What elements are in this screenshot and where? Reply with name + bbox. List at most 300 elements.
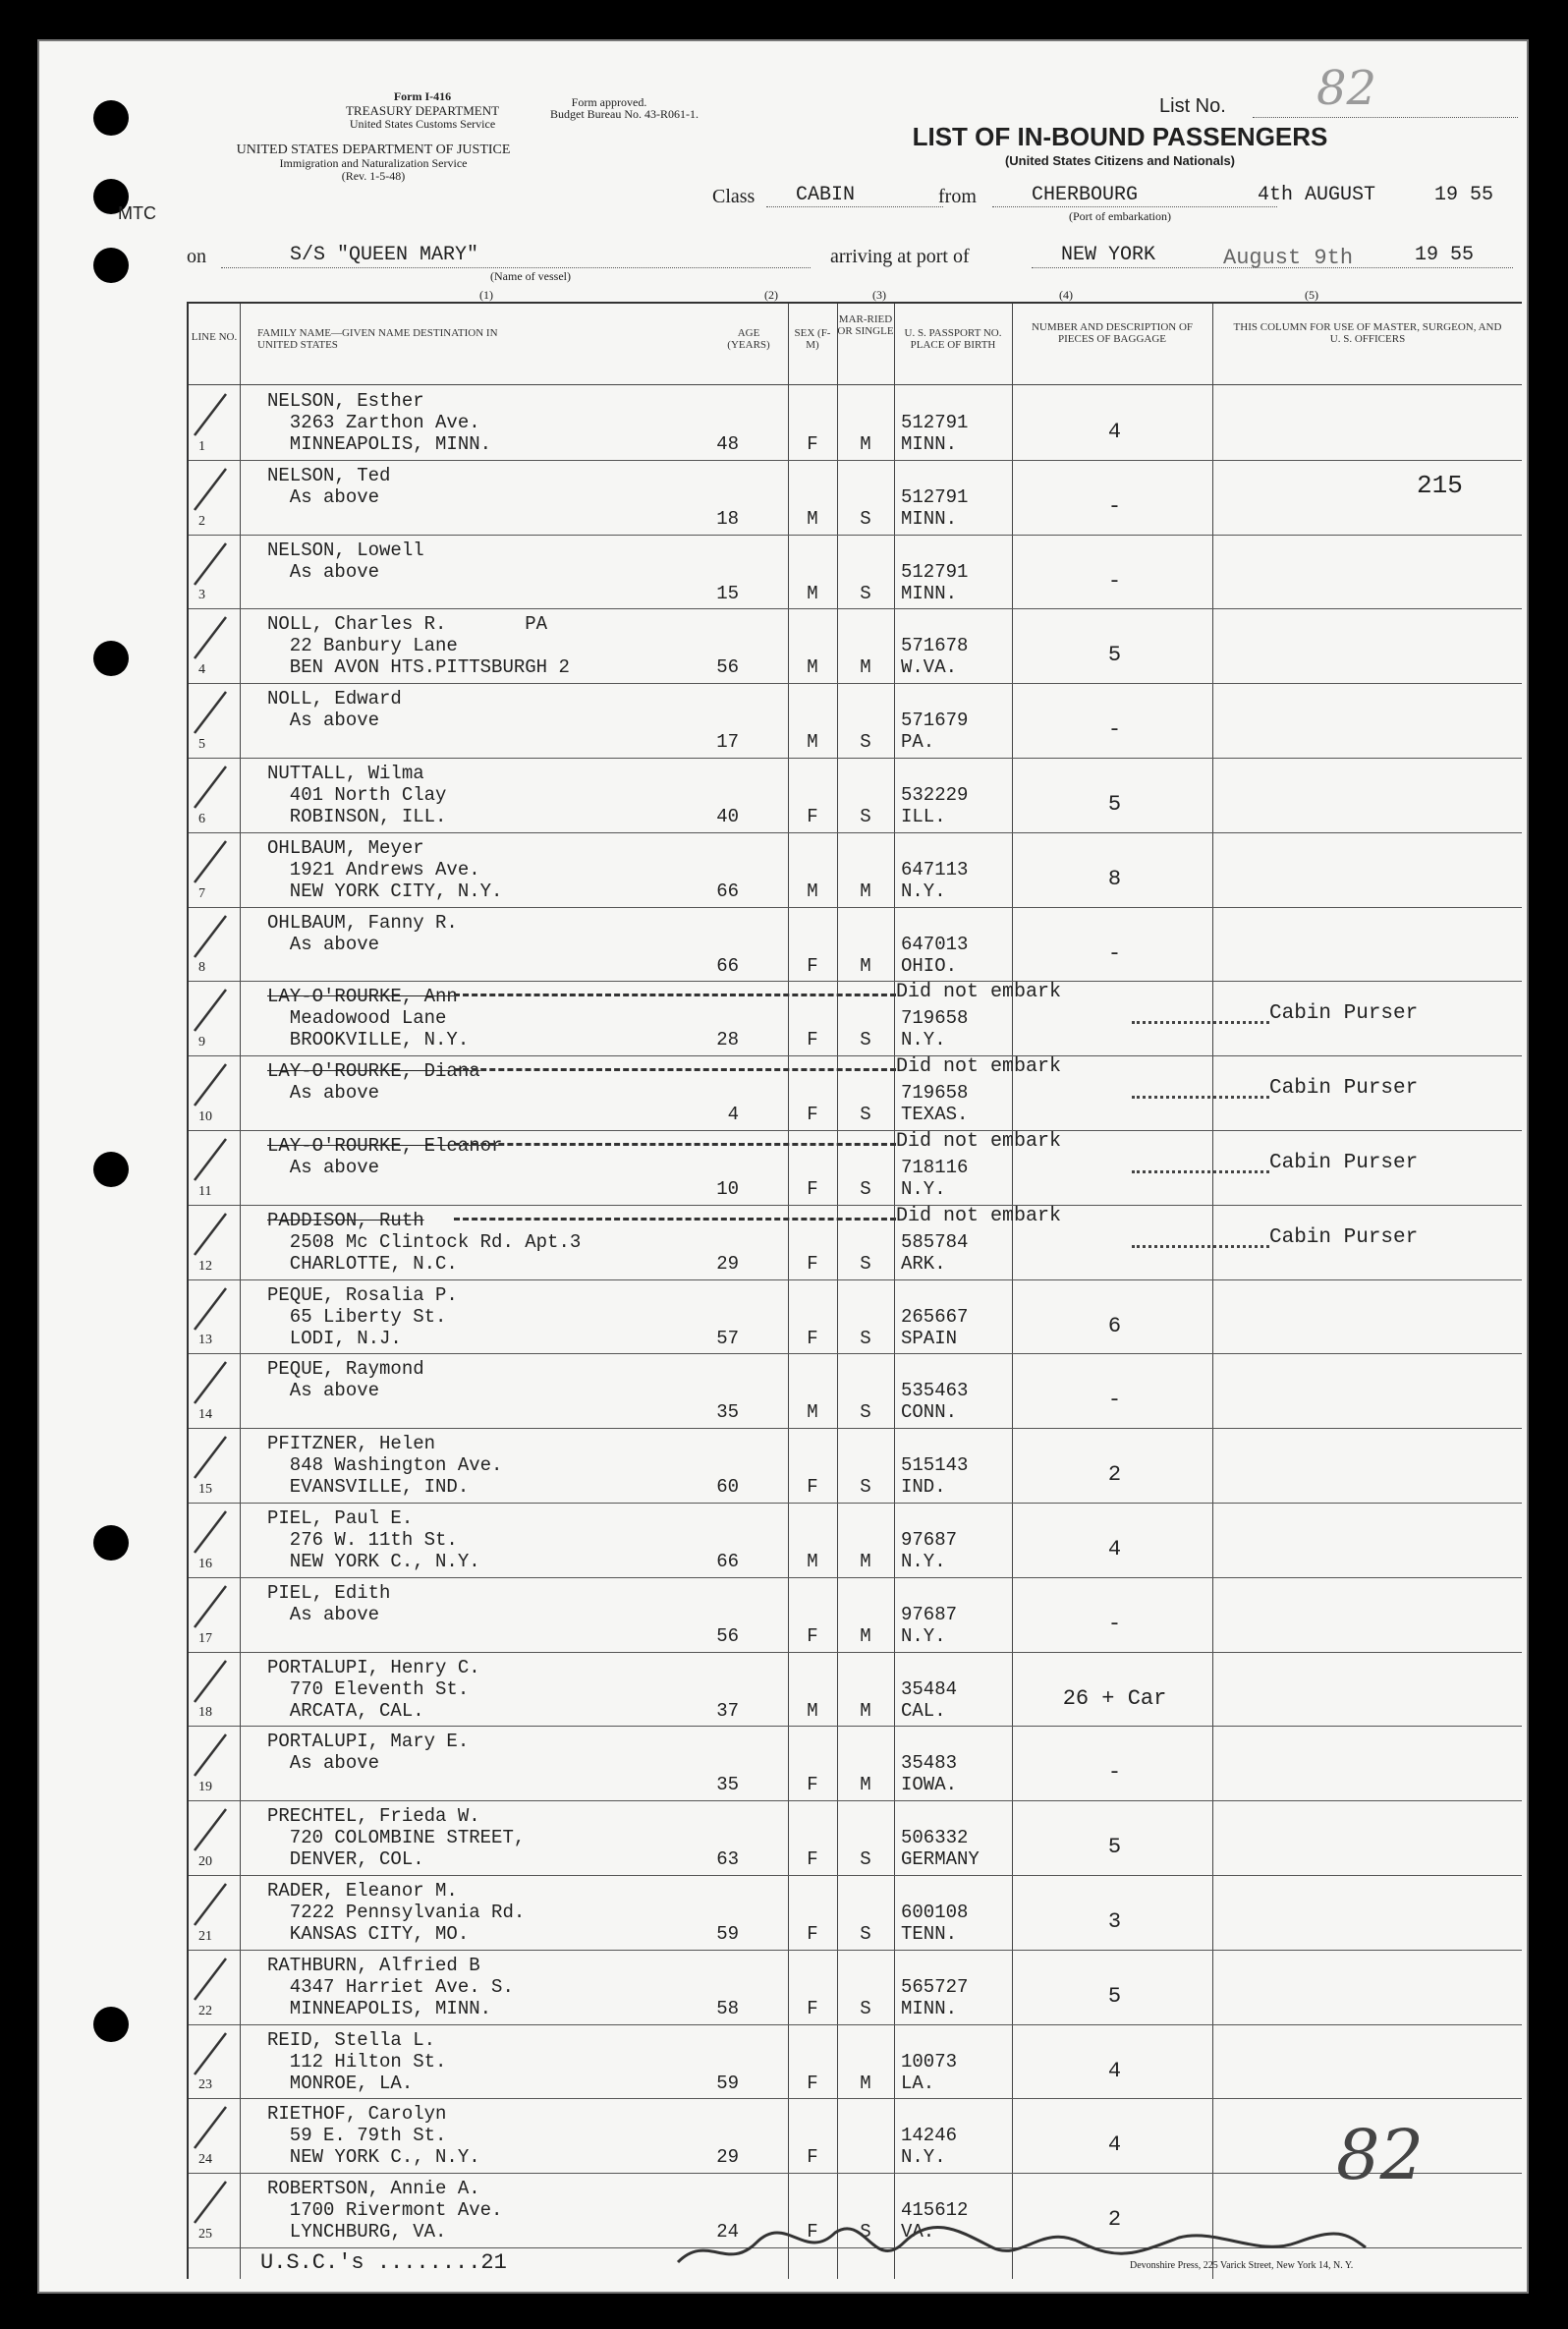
place-of-birth: MINN. [901,1997,958,2019]
place-of-birth: ILL. [901,806,946,827]
header-baggage: NUMBER AND DESCRIPTION OF PIECES OF BAGGAGE [1031,321,1194,345]
passport-number: 571678 [901,635,969,657]
class-line [766,206,943,207]
passenger-sex: M [807,582,818,604]
passenger-sex: F [807,433,818,455]
passenger-name: NELSON, Ted [267,464,391,486]
check-icon [187,833,236,892]
passenger-address: As above [267,933,380,955]
passport-number: 515143 [901,1454,969,1477]
strike-dash-line [454,1218,896,1221]
line-number: 24 [198,2152,212,2168]
form-approved: Form approved. [571,95,647,109]
passenger-name: PEQUE, Raymond [267,1358,424,1381]
line-number: 23 [198,2077,212,2093]
line-number: 25 [198,2226,212,2242]
passenger-sex: F [807,806,818,827]
passenger-name: RADER, Eleanor M. [267,1880,458,1902]
passenger-city: BROOKVILLE, N.Y. [267,1029,470,1051]
check-icon [187,386,236,445]
baggage-count: - [1107,1388,1122,1413]
passport-number: 512791 [901,560,969,583]
baggage-count: 5 [1107,1835,1122,1860]
place-of-birth: IOWA. [901,1774,958,1796]
passenger-age: 63 [716,1848,739,1871]
binder-hole [93,1152,129,1187]
purser-note: Cabin Purser [1269,1225,1419,1249]
passport-number: 97687 [901,1603,958,1625]
check-icon [187,461,236,520]
passenger-address: Meadowood Lane [267,1007,447,1030]
check-icon [187,1801,236,1860]
treasury-dept: TREASURY DEPARTMENT [345,103,500,118]
header-divider [189,384,1522,385]
passenger-city: MONROE, LA. [267,2072,414,2094]
passenger-sex: F [807,1178,818,1200]
place-of-birth: TENN. [901,1923,958,1945]
baggage-count: 2 [1107,2207,1122,2233]
baggage-count: - [1107,493,1122,519]
passenger-age: 10 [716,1178,739,1200]
table-row [189,536,1522,610]
table-row [189,908,1522,983]
passenger-city: LYNCHBURG, VA. [267,2221,447,2244]
arrival-port: NEW YORK [1061,244,1156,266]
check-icon [187,982,236,1041]
line-number: 11 [198,1183,212,1199]
passenger-city: BEN AVON HTS.PITTSBURGH 2 [267,656,570,679]
passenger-sex: F [807,2221,818,2244]
passenger-name: PRECHTEL, Frieda W. [267,1805,480,1828]
usc-count: U.S.C.'s ........21 [260,2250,507,2275]
table-row [189,1578,1522,1653]
passenger-marital: M [860,433,871,455]
passport-number: 512791 [901,485,969,508]
passenger-address: As above [267,1157,380,1178]
passenger-name: NUTTALL, Wilma [267,763,424,784]
baggage-count: - [1107,568,1122,594]
passenger-city: EVANSVILLE, IND. [267,1476,470,1499]
line-number: 18 [198,1705,212,1721]
table-row [189,684,1522,759]
passenger-sex: F [807,2146,818,2169]
arrival-date: August 9th [1223,246,1354,270]
class-label: Class [712,186,756,207]
passenger-age: 48 [716,433,739,455]
passenger-name: PIEL, Paul E. [267,1507,414,1529]
passenger-age: 56 [716,656,739,679]
passenger-age: 56 [716,1624,739,1647]
did-not-embark-note: Did not embark [896,1130,1062,1153]
place-of-birth: N.Y. [901,2146,946,2169]
table-row [189,1429,1522,1504]
check-icon [187,1876,236,1935]
passenger-address: 848 Washington Ave. [267,1454,503,1477]
check-icon [187,2174,236,2233]
passenger-marital: S [860,1178,871,1200]
passenger-address: As above [267,1752,380,1775]
passport-number: 415612 [901,2199,969,2222]
passenger-age: 29 [716,1252,739,1275]
passenger-sex: M [807,656,818,679]
passenger-name: NELSON, Lowell [267,539,424,561]
strike-dash-line [454,994,896,996]
header-name: FAMILY NAME—GIVEN NAME DESTINATION IN UNITED STATES [257,327,498,351]
table-row [189,2099,1522,2174]
passenger-sex: M [807,507,818,530]
from-line [992,206,1277,207]
passenger-marital: S [860,1997,871,2019]
passenger-city: KANSAS CITY, MO. [267,1923,470,1945]
passport-number: 585784 [901,1230,969,1253]
passenger-city: LODI, N.J. [267,1327,402,1349]
passenger-name: LAY-O'ROURKE, Eleanor [267,1135,503,1157]
departure-date: 4th AUGUST [1258,184,1376,206]
passenger-sex: M [807,731,818,754]
table-row [189,1504,1522,1578]
passport-number: 719658 [901,1082,969,1105]
passenger-address: 3263 Zarthon Ave. [267,412,480,433]
form-number: Form I-416 [393,89,452,103]
line-number: 3 [198,588,205,603]
passenger-marital: M [860,656,871,679]
baggage-count: 5 [1107,792,1122,817]
line-number: 14 [198,1407,212,1423]
passenger-name: LAY-O'ROURKE, Ann [267,986,458,1008]
table-row [189,1727,1522,1801]
strike-dash-line [454,1143,896,1146]
passport-number: 565727 [901,1975,969,1998]
check-icon [187,759,236,818]
line-number: 17 [198,1630,212,1646]
signature-dots [1132,1245,1269,1248]
line-number: 15 [198,1481,212,1497]
passenger-marital: S [860,731,871,754]
passenger-address: 276 W. 11th St. [267,1529,458,1551]
passenger-address: 22 Banbury Lane [267,635,458,657]
passenger-sex: M [807,1551,818,1572]
table-row [189,1056,1522,1131]
table-row [189,1951,1522,2025]
passport-number: 10073 [901,2050,958,2073]
passport-number: 647013 [901,933,969,955]
passenger-address: 59 E. 79th St. [267,2125,447,2147]
passenger-marital: S [860,806,871,827]
table-row [189,982,1522,1056]
passenger-marital: M [860,2072,871,2094]
check-icon [187,1727,236,1786]
passenger-name: PADDISON, Ruth [267,1209,424,1231]
passenger-sex: F [807,1848,818,1871]
col-label-1: (1) [479,288,493,302]
passenger-marital: M [860,1699,871,1722]
header-line-no: LINE NO. [191,331,238,343]
passenger-city: DENVER, COL. [267,1848,424,1871]
passenger-address: 2508 Mc Clintock Rd. Apt.3 [267,1230,582,1253]
passenger-age: 57 [716,1327,739,1349]
col-label-4: (4) [1059,288,1073,302]
binder-hole [93,641,129,676]
passenger-address: As above [267,560,380,583]
passenger-name: NELSON, Esther [267,390,424,412]
baggage-count: 4 [1107,2132,1122,2158]
table-row [189,2025,1522,2100]
baggage-count: - [1107,1611,1122,1636]
passenger-age: 66 [716,954,739,977]
header-officers: THIS COLUMN FOR USE OF MASTER, SURGEON, AND U. S. OFFICERS [1233,321,1502,345]
table-row [189,1801,1522,1876]
passenger-name: PORTALUPI, Mary E. [267,1731,470,1753]
did-not-embark-note: Did not embark [896,1055,1062,1079]
list-no-value: 82 [1316,61,1377,116]
col-label-2: (2) [764,288,778,302]
document-subtitle: (United States Citizens and Nationals) [1004,153,1236,168]
passenger-marital: S [860,1923,871,1945]
place-of-birth: TEXAS. [901,1104,969,1126]
table-row [189,386,1522,461]
header-sex: SEX (F-M) [794,327,831,351]
passport-number: 265667 [901,1305,969,1328]
place-of-birth: MINN. [901,507,958,530]
passenger-sex: F [807,1104,818,1126]
passenger-sex: F [807,1624,818,1647]
passenger-age: 40 [716,806,739,827]
port-embarkation-note: (Port of embarkation) [1069,209,1171,223]
place-of-birth: CAL. [901,1699,946,1722]
passport-number: 718116 [901,1157,969,1178]
from-label: from [938,186,977,207]
revision: (Rev. 1-5-48) [341,169,406,183]
baggage-count: 4 [1107,1537,1122,1562]
line-number: 12 [198,1258,212,1274]
line-number: 20 [198,1853,212,1869]
place-of-birth: N.Y. [901,1551,946,1572]
passenger-city: CHARLOTTE, N.C. [267,1252,458,1275]
passenger-age: 59 [716,1923,739,1945]
signature-dots [1132,1096,1269,1099]
printer-imprint: Devonshire Press, 225 Varick Street, New York 14, N. Y. [1130,2260,1354,2271]
binder-hole [93,100,129,136]
passport-number: 35483 [901,1752,958,1775]
line-number: 2 [198,513,205,529]
passport-number: 97687 [901,1529,958,1551]
passenger-marital: M [860,954,871,977]
passenger-age: 4 [727,1104,739,1126]
purser-note: Cabin Purser [1269,1002,1419,1026]
line-number: 6 [198,811,205,826]
baggage-count: 26 + Car [1062,1685,1167,1711]
mtc-mark: MTC [118,203,156,223]
passenger-address: As above [267,710,380,732]
passenger-sex: F [807,1252,818,1275]
table-row [189,833,1522,908]
passenger-marital: S [860,1252,871,1275]
place-of-birth: ARK. [901,1252,946,1275]
line-number: 13 [198,1333,212,1348]
line-number: 8 [198,960,205,976]
on-label: on [187,246,206,267]
passenger-name: NOLL, Edward [267,688,402,710]
passenger-table [187,302,1522,2279]
line-number: 9 [198,1035,205,1051]
passenger-name: ROBERTSON, Annie A. [267,2178,480,2200]
passenger-age: 28 [716,1029,739,1051]
place-of-birth: N.Y. [901,1029,946,1051]
passenger-age: 66 [716,880,739,902]
passenger-address: 1700 Rivermont Ave. [267,2199,503,2222]
passenger-marital: S [860,1848,871,1871]
baggage-count: - [1107,940,1122,966]
passenger-name: PEQUE, Rosalia P. [267,1283,458,1306]
check-icon [187,908,236,967]
table-row [189,1354,1522,1429]
passenger-address: 1921 Andrews Ave. [267,858,480,880]
binder-hole [93,248,129,283]
passenger-name: REID, Stella L. [267,2028,436,2051]
passenger-address: As above [267,485,380,508]
table-row [189,1206,1522,1280]
line-number: 7 [198,885,205,901]
strike-dash-line [454,1068,896,1071]
check-icon [187,536,236,595]
check-icon [187,684,236,743]
col-label-3: (3) [872,288,886,302]
passenger-address: As above [267,1603,380,1625]
vessel-name: S/S "QUEEN MARY" [290,244,479,266]
check-icon [187,1354,236,1413]
budget-bureau: Budget Bureau No. 43-R061-1. [550,107,699,121]
line-number: 10 [198,1108,212,1124]
arrival-year: 19 55 [1415,244,1475,266]
passenger-address: As above [267,1082,380,1105]
departure-year: 19 55 [1434,184,1494,206]
passenger-address: 770 Eleventh St. [267,1677,470,1700]
line-number: 4 [198,662,205,678]
passenger-address: 112 Hilton St. [267,2050,447,2073]
line-number: 16 [198,1556,212,1571]
passenger-age: 17 [716,731,739,754]
passenger-age: 37 [716,1699,739,1722]
passenger-sex: F [807,954,818,977]
passenger-marital: S [860,1327,871,1349]
baggage-count: 4 [1107,2058,1122,2083]
passenger-marital: S [860,1104,871,1126]
check-icon [187,1578,236,1637]
passenger-marital: M [860,1551,871,1572]
purser-note: Cabin Purser [1269,1152,1419,1174]
passport-number: 719658 [901,1007,969,1030]
passenger-city: MINNEAPOLIS, MINN. [267,433,492,455]
passenger-city: NEW YORK C., N.Y. [267,1551,480,1572]
passenger-name: NOLL, Charles R. PA [267,613,548,636]
check-icon [187,1131,236,1190]
place-of-birth: IND. [901,1476,946,1499]
check-icon [187,1951,236,2010]
baggage-count: 3 [1107,1909,1122,1934]
line-number: 21 [198,1928,212,1944]
passenger-sex: F [807,1476,818,1499]
place-of-birth: N.Y. [901,880,946,902]
passenger-marital: M [860,880,871,902]
purser-note: Cabin Purser [1269,1077,1419,1101]
passport-number: 535463 [901,1380,969,1402]
passenger-address: 720 COLOMBINE STREET, [267,1827,526,1849]
passenger-marital: S [860,2221,871,2244]
passenger-sex: F [807,1029,818,1051]
signature-dots [1132,1170,1269,1173]
passenger-sex: M [807,1401,818,1424]
passenger-sex: F [807,1774,818,1796]
table-row [189,759,1522,833]
table-row [189,1876,1522,1951]
line-number: 19 [198,1780,212,1795]
line-number: 22 [198,2003,212,2018]
passenger-age: 24 [716,2221,739,2244]
passport-number: 571679 [901,710,969,732]
baggage-count: - [1107,717,1122,743]
table-row [189,1653,1522,1728]
passenger-city: ARCATA, CAL. [267,1699,424,1722]
vessel-note: (Name of vessel) [490,269,571,283]
document-title: LIST OF IN-BOUND PASSENGERS [912,122,1328,151]
passenger-sex: F [807,2072,818,2094]
table-row [189,1280,1522,1355]
passenger-address: 4347 Harriet Ave. S. [267,1975,514,1998]
baggage-count: 2 [1107,1462,1122,1488]
passenger-marital: S [860,1476,871,1499]
did-not-embark-note: Did not embark [896,1204,1062,1227]
passenger-age: 35 [716,1401,739,1424]
place-of-birth: N.Y. [901,1624,946,1647]
header-married: MAR-RIED OR SINGLE [837,313,894,337]
check-icon [187,1429,236,1488]
line-number: 1 [198,438,205,454]
place-of-birth: VA. [901,2221,935,2244]
passenger-sex: M [807,880,818,902]
passport-number: 600108 [901,1902,969,1923]
passport-number: 512791 [901,412,969,433]
passenger-name: PIEL, Edith [267,1581,391,1604]
check-icon [187,1653,236,1712]
passenger-age: 66 [716,1551,739,1572]
col-label-5: (5) [1305,288,1318,302]
passenger-marital: S [860,1029,871,1051]
officer-note: 215 [1417,470,1463,500]
place-of-birth: SPAIN [901,1327,958,1349]
place-of-birth: PA. [901,731,935,754]
table-row [189,609,1522,684]
passport-number: 532229 [901,784,969,806]
check-icon [187,609,236,668]
from-value: CHERBOURG [1032,184,1139,206]
passport-number: 35484 [901,1677,958,1700]
passenger-name: LAY-O'ROURKE, Diana [267,1060,480,1083]
binder-hole [93,1525,129,1561]
check-icon [187,1206,236,1265]
immigration-service: Immigration and Naturalization Service [279,156,468,170]
place-of-birth: GERMANY [901,1848,980,1871]
place-of-birth: CONN. [901,1401,958,1424]
passenger-age: 35 [716,1774,739,1796]
check-icon [187,1280,236,1339]
check-icon [187,1056,236,1115]
did-not-embark-note: Did not embark [896,981,1062,1004]
passenger-city: ROBINSON, ILL. [267,806,447,827]
passenger-marital: S [860,507,871,530]
passenger-address: As above [267,1380,380,1402]
dept-justice: UNITED STATES DEPARTMENT OF JUSTICE [236,142,511,157]
passenger-name: OHLBAUM, Fanny R. [267,911,458,934]
